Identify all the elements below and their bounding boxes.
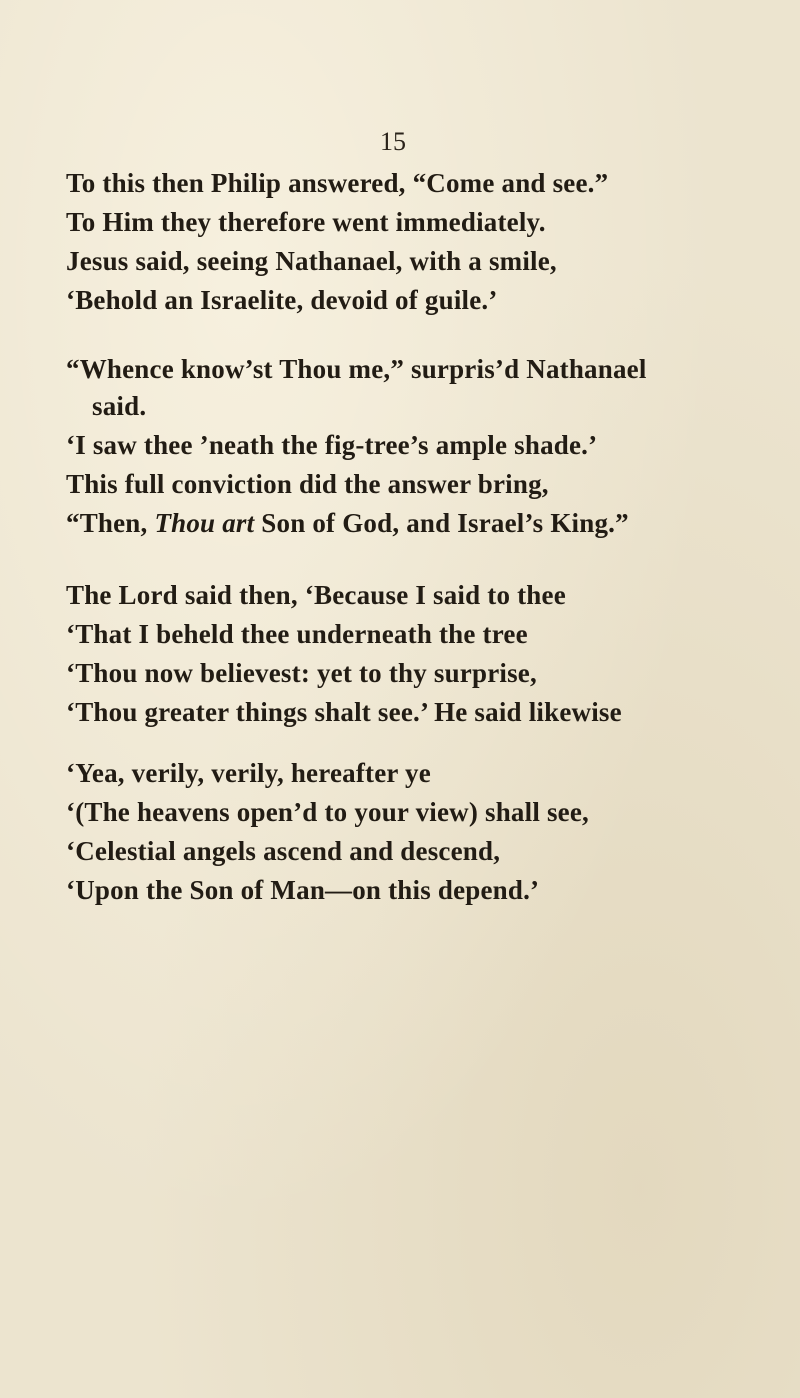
verse-line: ‘Upon the Son of Man—on this depend.’ xyxy=(66,875,540,905)
verse-line: The Lord said then, ‘Because I said to thee xyxy=(66,580,566,610)
verse-line: ‘That I beheld thee underneath the tree xyxy=(66,619,528,649)
page-number: 15 xyxy=(380,127,406,156)
verse-italic-text: Thou art xyxy=(154,508,255,538)
verse-line: ‘Yea, verily, verily, hereafter ye xyxy=(66,758,431,788)
verse-line: ‘(The heavens open’d to your view) shall see, xyxy=(66,797,590,827)
verse-text: Son of God, and Israel’s King.” xyxy=(254,508,629,538)
verse-line: ‘Thou now believest: yet to thy surprise, xyxy=(66,658,537,688)
verse-line: “Whence know’st Thou me,” surpris’d Nathanael xyxy=(66,354,647,384)
verse-line: ‘I saw thee ’neath the fig-tree’s ample shade.’ xyxy=(66,430,598,460)
verse-line: ‘Behold an Israelite, devoid of guile.’ xyxy=(66,285,498,315)
verse-line: ‘Thou greater things shalt see.’ He said likewise xyxy=(66,697,622,727)
verse-text: “Then, xyxy=(66,508,155,538)
verse-line: This full conviction did the answer bring, xyxy=(66,469,549,499)
verse-line: To this then Philip answered, “Come and see.” xyxy=(66,168,609,198)
verse-line: To Him they therefore went immediately. xyxy=(66,207,546,237)
verse-line: Jesus said, seeing Nathanael, with a smile, xyxy=(66,246,557,276)
verse-line xyxy=(66,506,629,540)
verse-line: ‘Celestial angels ascend and descend, xyxy=(66,836,501,866)
verse-line-continuation: said. xyxy=(92,391,147,421)
